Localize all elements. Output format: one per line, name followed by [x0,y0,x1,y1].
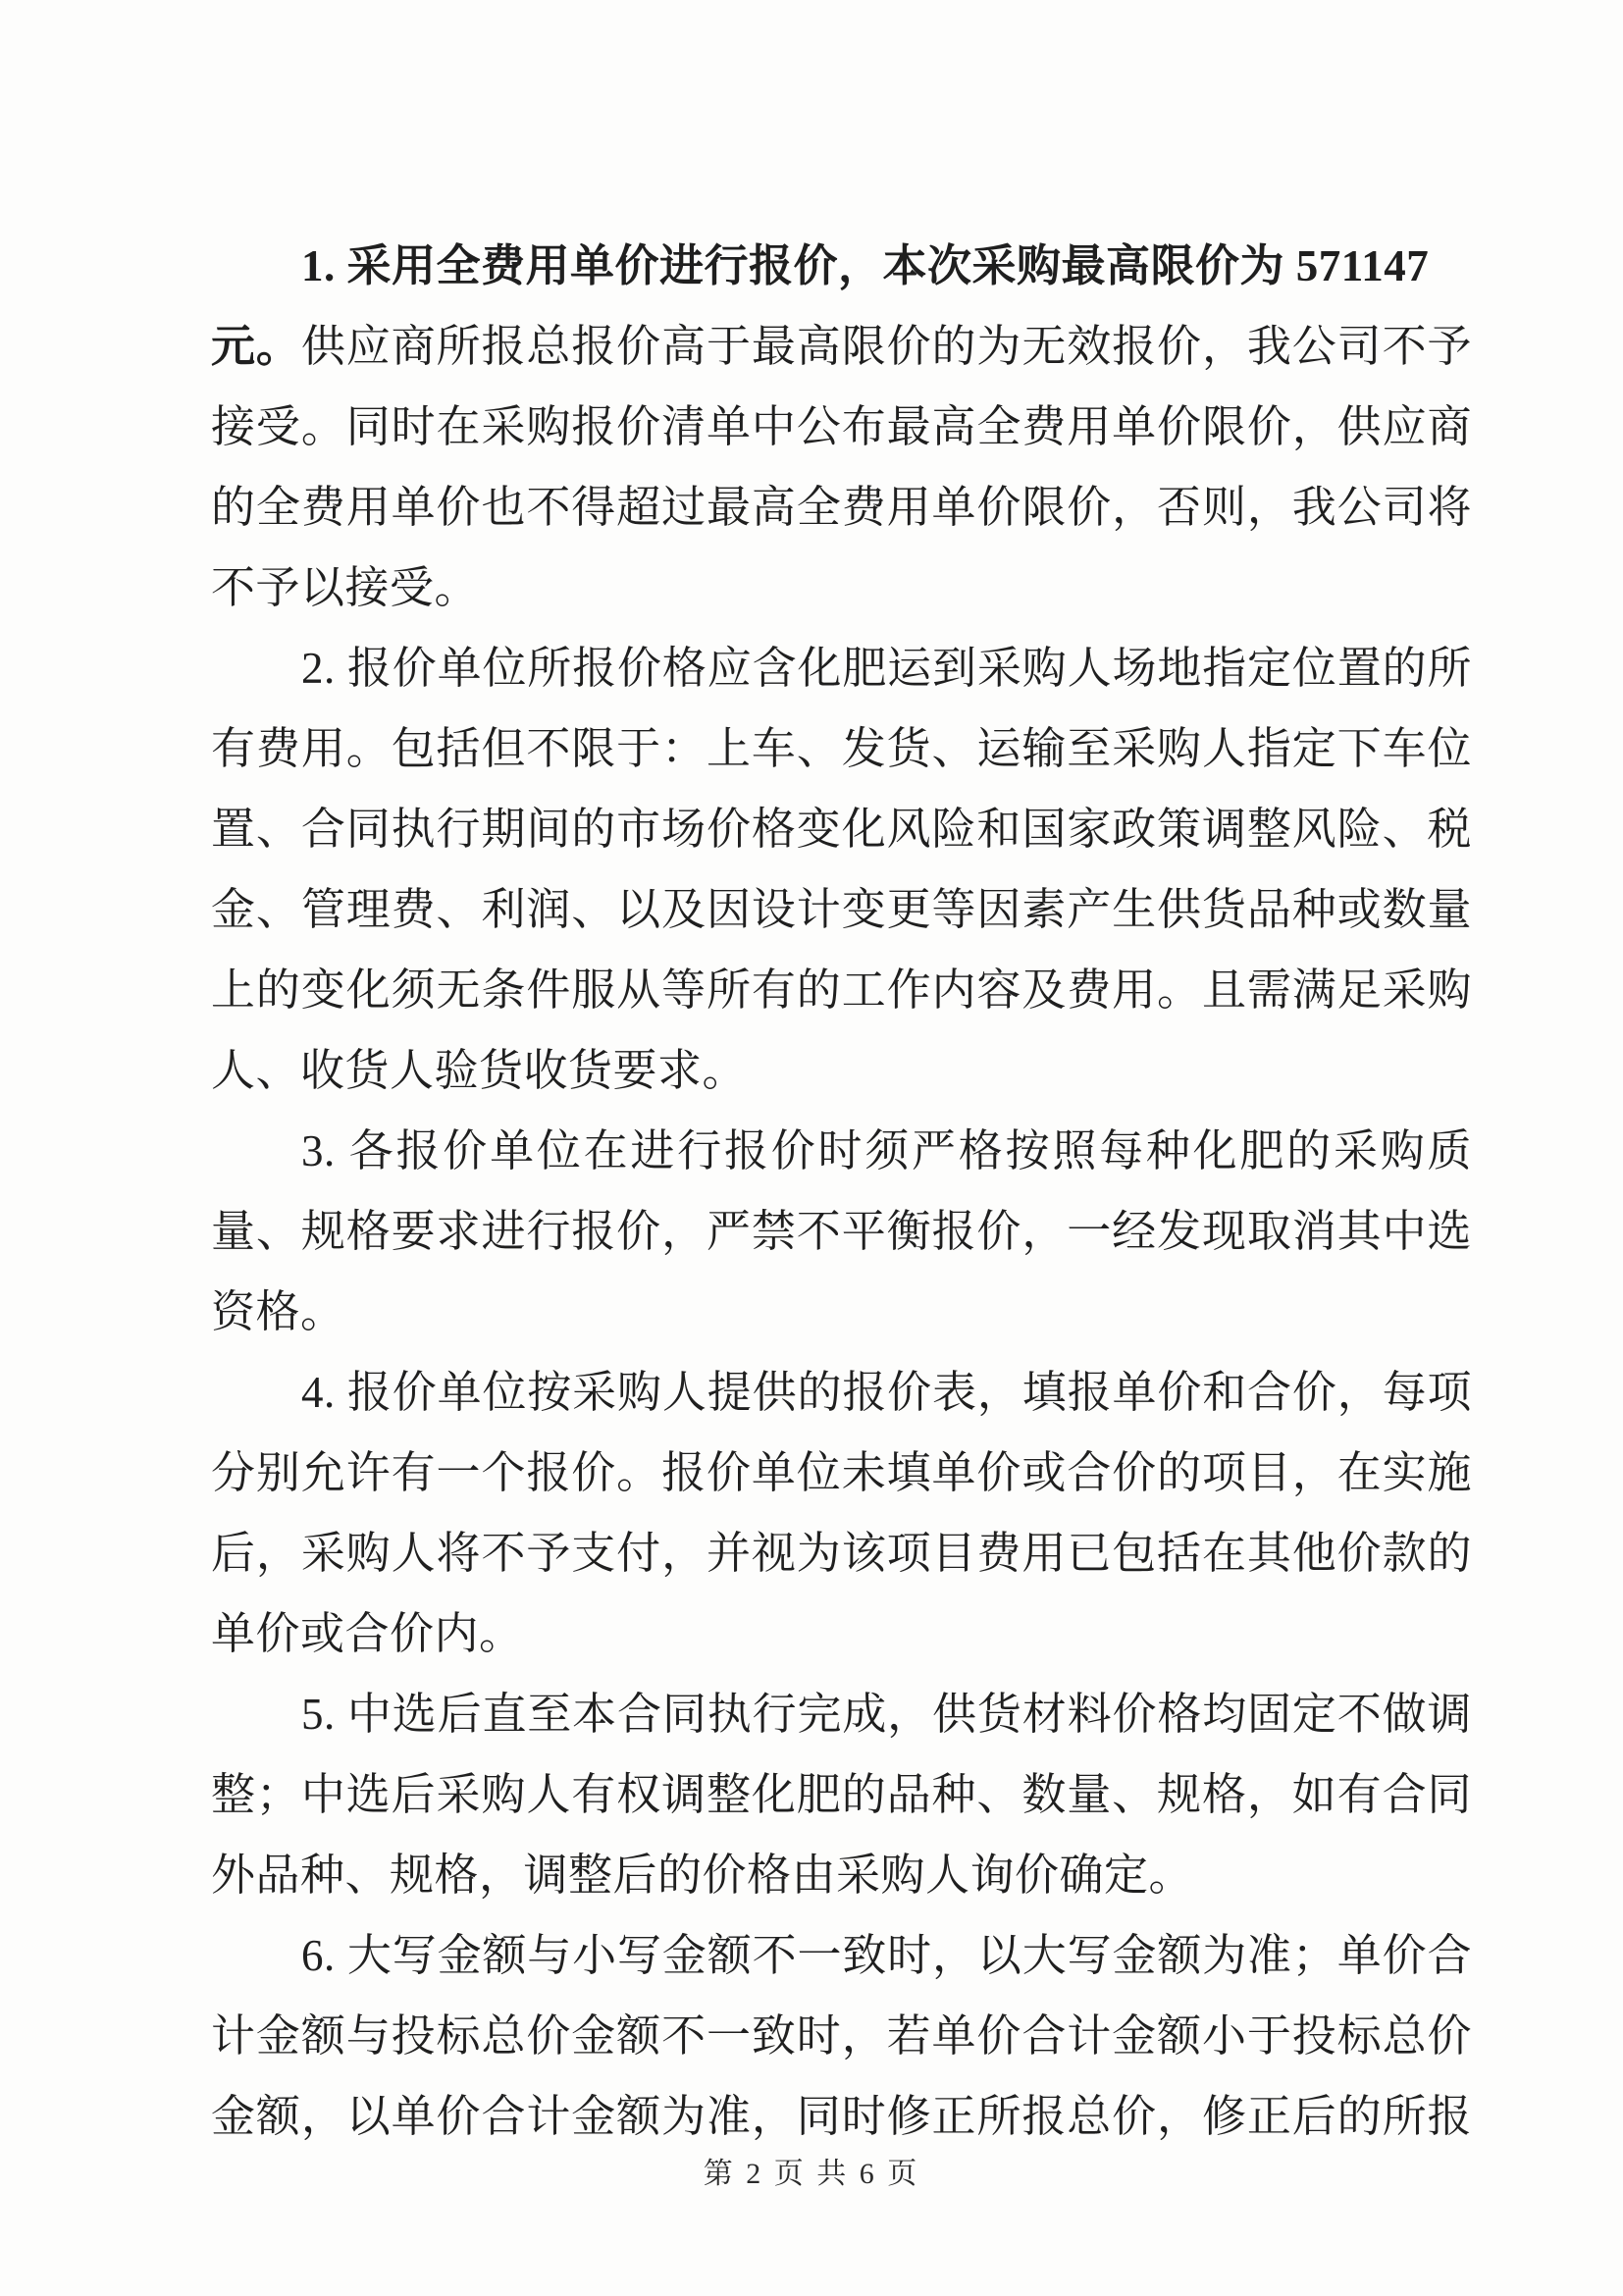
text-segment: 2. 报价单位所报价格应含化肥运到采购人场地指定位置的所 [301,644,1472,693]
text-line [211,226,1472,306]
text-segment: 整；中选后采购人有权调整化肥的品种、数量、规格，如有合同 [211,1770,1472,1819]
text-line [211,1513,1472,1593]
text-line [211,869,1472,950]
text-line [211,1835,1472,1915]
text-line [211,1030,1472,1111]
text-line [211,1352,1472,1433]
text-segment: 单价或合价内。 [211,1609,524,1658]
text-segment: 4. 报价单位按采购人提供的报价表，填报单价和合价，每项 [301,1368,1472,1417]
text-segment: 上的变化须无条件服从等所有的工作内容及费用。且需满足采购 [211,965,1472,1015]
text-segment: 6. 大写金额与小写金额不一致时，以大写金额为准；单价合 [301,1931,1472,1980]
text-segment: 有费用。包括但不限于：上车、发货、运输至采购人指定下车位 [211,724,1472,773]
text-segment: 量、规格要求进行报价，严禁不平衡报价，一经发现取消其中选 [211,1207,1472,1256]
text-segment: 后，采购人将不予支付，并视为该项目费用已包括在其他价款的 [211,1529,1472,1578]
text-line [211,387,1472,467]
document-body [211,226,1472,2157]
text-segment: 人、收货人验货收货要求。 [211,1046,748,1095]
text-segment: 3. 各报价单位在进行报价时须严格按照每种化肥的采购质 [301,1126,1472,1175]
text-line [211,1593,1472,1674]
text-segment: 金额，以单价合计金额为准，同时修正所报总价，修正后的所报 [211,2092,1472,2141]
text-line [211,1191,1472,1272]
text-line [211,1674,1472,1754]
text-line [211,1754,1472,1835]
text-segment: 计金额与投标总价金额不一致时，若单价合计金额小于投标总价 [211,2011,1472,2061]
bold-text-segment: 元。 [211,322,301,371]
text-segment: 置、合同执行期间的市场价格变化风险和国家政策调整风险、税 [211,805,1472,854]
text-segment: 供应商所报总报价高于最高限价的为无效报价，我公司不予 [300,322,1472,371]
text-line [211,1433,1472,1513]
text-line [211,708,1472,789]
text-segment: 不予以接受。 [211,563,480,612]
text-line [211,467,1472,548]
text-line [211,1111,1472,1191]
text-line [211,950,1472,1030]
text-segment: 分别允许有一个报价。报价单位未填单价或合价的项目，在实施 [211,1448,1472,1497]
text-segment: 金、管理费、利润、以及因设计变更等因素产生供货品种或数量 [211,885,1472,934]
text-segment: 接受。同时在采购报价清单中公布最高全费用单价限价，供应商 [211,402,1472,451]
text-line [211,548,1472,628]
text-segment: 资格。 [211,1287,345,1336]
text-segment: 外品种、规格，调整后的价格由采购人询价确定。 [211,1851,1194,1900]
text-segment: 5. 中选后直至本合同执行完成，供货材料价格均固定不做调 [301,1690,1472,1739]
text-segment: 的全费用单价也不得超过最高全费用单价限价，否则，我公司将 [211,483,1472,532]
text-line [211,1272,1472,1352]
text-line [211,1915,1472,1996]
text-line [211,789,1472,869]
text-line [211,628,1472,708]
page-number: 第 2 页 共 6 页 [703,2158,920,2190]
bold-text-segment: 1. 采用全费用单价进行报价，本次采购最高限价为 571147 [301,241,1430,290]
text-line [211,2076,1472,2157]
text-line [211,306,1472,387]
text-line [211,1996,1472,2076]
